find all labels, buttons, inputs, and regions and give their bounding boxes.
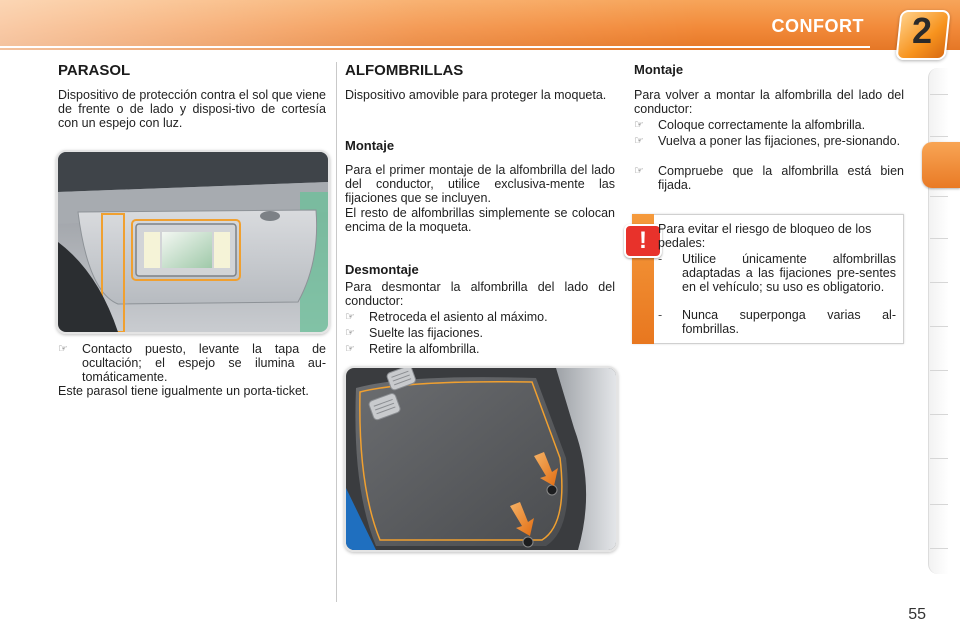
- chapter-tab-divider: [930, 196, 948, 197]
- montaje-right-bullet-3-text: Compruebe que la alfombrilla está bien fijada.: [658, 164, 904, 192]
- montaje-heading: Montaje: [345, 138, 395, 153]
- montaje-right-bullet-1: [634, 118, 904, 132]
- floor-mat-illustration: [346, 368, 616, 550]
- chapter-tab-divider: [930, 504, 948, 505]
- chapter-tab-divider: [930, 94, 948, 95]
- chapter-tab-divider: [930, 458, 948, 459]
- desmontaje-bullet-2-text: Suelte las fijaciones.: [369, 326, 483, 340]
- dash-marker: -: [658, 308, 663, 322]
- chapter-tab-active[interactable]: [922, 142, 960, 188]
- warning-item-2-text: Nunca superponga varias al-fombrillas.: [682, 308, 896, 336]
- pointing-hand-icon: ☞: [634, 165, 644, 177]
- parasol-bullet-text: Contacto puesto, levante la tapa de ocultación; el espejo se ilumina au-tomáticamente.: [82, 342, 326, 384]
- chapter-tab-divider: [930, 282, 948, 283]
- chapter-tab-divider: [930, 326, 948, 327]
- montaje-right-bullet-2-text: Vuelva a poner las fijaciones, pre-sionando.: [658, 134, 901, 148]
- chapter-tab-divider: [930, 548, 948, 549]
- parasol-title: PARASOL: [58, 62, 131, 79]
- page-number: 55: [908, 606, 926, 623]
- chapter-number: 2: [911, 10, 933, 51]
- sun-visor-photo: [56, 150, 330, 334]
- pointing-hand-icon: ☞: [345, 343, 355, 355]
- desmontaje-intro: Para desmontar la alfombrilla del lado del conductor:: [345, 280, 615, 308]
- desmontaje-heading: Desmontaje: [345, 262, 419, 277]
- montaje-right-intro: Para volver a montar la alfombrilla del lado del conductor:: [634, 88, 904, 116]
- column-divider: [336, 62, 337, 602]
- warning-intro: Para evitar el riesgo de bloqueo de los pedales:: [658, 222, 872, 250]
- parasol-note: Este parasol tiene igualmente un porta-ticket.: [58, 384, 309, 398]
- pointing-hand-icon: ☞: [634, 135, 644, 147]
- alfombrillas-intro: Dispositivo amovible para proteger la moqueta.: [345, 88, 607, 102]
- desmontaje-bullet-1-text: Retroceda el asiento al máximo.: [369, 310, 548, 324]
- pointing-hand-icon: ☞: [634, 119, 644, 131]
- montaje-p2: El resto de alfombrillas simplemente se colocan encima de la moqueta.: [345, 206, 615, 234]
- montaje-p1: Para el primer montaje de la alfombrilla del lado del conductor, utilice exclusiva-mente las fijaciones que se incluyen.: [345, 163, 615, 205]
- pointing-hand-icon: ☞: [58, 343, 68, 355]
- desmontaje-bullet-2: [345, 326, 615, 340]
- chapter-tab-divider: [930, 370, 948, 371]
- chapter-tab-divider: [930, 136, 948, 137]
- parasol-bullet: [58, 342, 326, 384]
- chapter-title: CONFORT: [771, 16, 864, 36]
- warning-item-2: [658, 308, 896, 336]
- montaje-right-bullet-1-text: Coloque correctamente la alfombrilla.: [658, 118, 866, 132]
- exclamation-icon: !: [624, 224, 662, 258]
- warning-item-1-text: Utilice únicamente alfombrillas adaptadas a las fijaciones pre-sentes en el vehículo; su uso es obligatorio.: [682, 252, 896, 294]
- warning-item-1: [658, 252, 896, 294]
- alfombrillas-title: ALFOMBRILLAS: [345, 62, 464, 79]
- header-rule: [0, 46, 870, 48]
- pointing-hand-icon: ☞: [345, 327, 355, 339]
- chapter-tab-divider: [930, 414, 948, 415]
- desmontaje-bullet-3: [345, 342, 615, 356]
- pointing-hand-icon: ☞: [345, 311, 355, 323]
- dash-marker: -: [658, 252, 663, 266]
- desmontaje-bullet-3-text: Retire la alfombrilla.: [369, 342, 480, 356]
- sun-visor-illustration: [58, 152, 328, 332]
- desmontaje-bullet-1: [345, 310, 615, 324]
- floor-mat-photo: [344, 366, 618, 552]
- montaje-right-bullet-2: [634, 134, 904, 148]
- header-gradient: [0, 0, 700, 50]
- parasol-intro: Dispositivo de protección contra el sol que viene de frente o de lado y disposi-tivo de cortesía con un espejo con luz.: [58, 88, 326, 130]
- montaje-right-bullet-3: [634, 164, 904, 192]
- montaje-right-heading: Montaje: [634, 62, 684, 77]
- chapter-tab-divider: [930, 238, 948, 239]
